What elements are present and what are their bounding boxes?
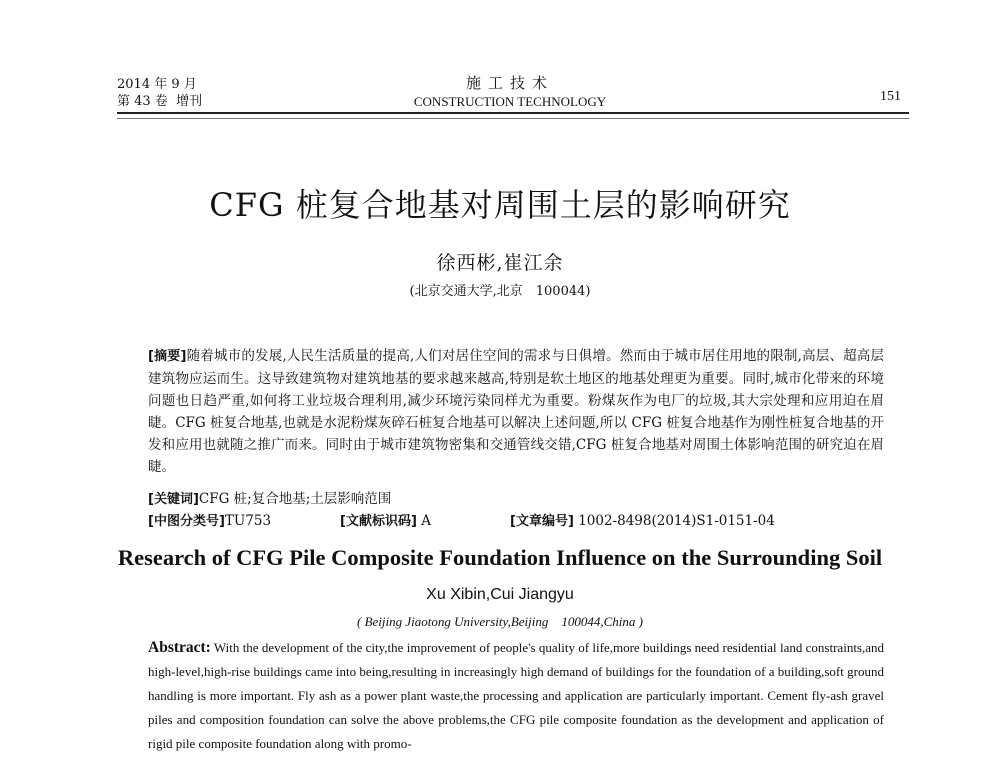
doc-code-tag: [文献标识码] [340, 514, 417, 529]
authors-en: Xu Xibin,Cui Jiangyu [426, 586, 574, 603]
journal-name-cn: 施工技术 [465, 74, 554, 92]
issue-date: 2014 年 9 月 [117, 77, 197, 92]
abstract-cn [148, 345, 884, 478]
page-number: 151 [880, 89, 901, 104]
article-no-tag: [文章编号] [510, 514, 574, 529]
header-rule [117, 112, 909, 114]
journal-name-en: CONSTRUCTION TECHNOLOGY [413, 94, 607, 109]
clc-code [148, 510, 340, 529]
article-no-value: 1002-8498(2014)S1-0151-04 [578, 513, 775, 529]
journal-name [380, 74, 640, 110]
doc-code [340, 510, 510, 529]
clc-value: TU753 [224, 513, 272, 529]
clc-tag: [中图分类号] [148, 514, 225, 529]
title-en: Research of CFG Pile Composite Foundation Influence on the Surrounding Soil [117, 545, 883, 570]
title-cn: CFG 桩复合地基对周围土层的影响研究 [209, 186, 791, 224]
affiliation-en: ( Beijing Jiaotong University,Beijing 100044,China ) [357, 614, 643, 629]
abstract-text-cn: 随着城市的发展,人民生活质量的提高,人们对居住空间的需求与日俱增。然而由于城市居住用地的限制,高层、超高层建筑物应运而生。这导致建筑物对建筑地基的要求越来越高,特别是软土地区的地基处理更为重要。同时,城市化带来的环境问题也日趋严重,如何将工业垃圾合理利用,减少环境污染同样尤为重要。粉煤灰作为电厂的垃圾,其大宗处理和应用迫在眉睫。CFG 桩复合地基,也就是水泥粉煤灰碎石桩复合地基可以解决上述问题,所以 CFG 桩复合地基作为刚性桩复合地基的开发和应用也就随之推广而来。同时由于城市建筑物密集和交通管线交错,CFG 桩复合地基对周围土体影响范围的研究迫在眉睫。 [148, 348, 884, 475]
abstract-en [148, 636, 884, 756]
keywords-cn [148, 487, 391, 507]
abstract-text-en: With the development of the city,the improvement of people's quality of life,more buildings need residential land constraints,and high-level,high-rise buildings came into being,resulting in increasingly high demand of buildings for the foundation of a building,soft ground handling is more important. Fly ash as a power plant waste,the processing and application are particularly important. Cement fly-ash gravel piles and composition foundation can solve the above problems,the CFG pile composite foundation as the development and application of rigid pile composite foundation along with promo- [148, 640, 885, 751]
volume-line [117, 93, 202, 110]
classification-line [148, 510, 775, 529]
abstract-label-en: Abstract: [148, 639, 211, 656]
authors-cn: 徐西彬,崔江余 [436, 252, 564, 274]
volume: 第 43 卷 [117, 94, 168, 109]
header-rule-thin [117, 118, 909, 119]
article-number [510, 510, 775, 529]
affiliation-cn: (北京交通大学,北京 100044) [409, 284, 591, 299]
issue-info [117, 76, 202, 110]
keywords-tag: [关键词] [148, 492, 199, 507]
doc-code-value: A [421, 513, 431, 529]
keywords-text: CFG 桩;复合地基;土层影响范围 [198, 491, 392, 507]
abstract-tag-cn: [摘要] [148, 349, 187, 364]
supplement: 增刊 [176, 94, 203, 109]
